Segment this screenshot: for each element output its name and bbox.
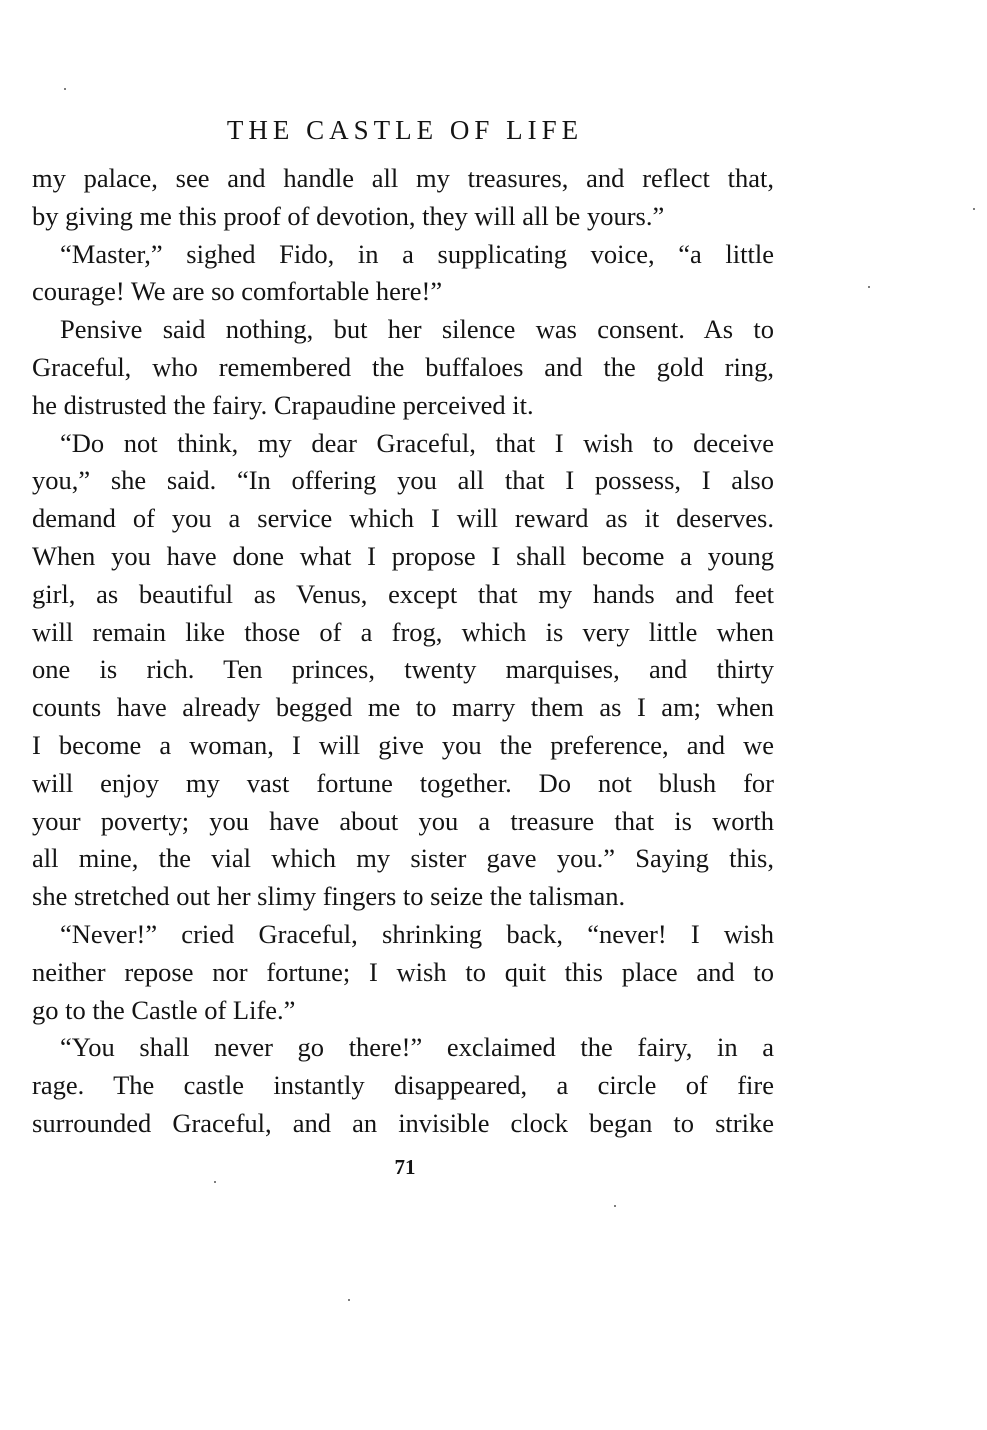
text-line: will remain like those of a frog, which is very little when xyxy=(32,616,774,647)
print-speck xyxy=(64,88,66,90)
text-line: go to the Castle of Life.” xyxy=(32,994,296,1025)
text-line: “Master,” sighed Fido, in a supplicating voice, “a little xyxy=(60,238,774,269)
print-speck xyxy=(973,208,975,210)
text-line: I become a woman, I will give you the preference, and we xyxy=(32,729,774,760)
text-line: courage! We are so comfortable here!” xyxy=(32,276,443,307)
text-line: “You shall never go there!” exclaimed the fairy, in a xyxy=(60,1032,774,1063)
text-line: surrounded Graceful, and an invisible clock began to strike xyxy=(32,1107,774,1138)
running-head: THE CASTLE OF LIFE xyxy=(226,115,584,145)
print-speck xyxy=(868,286,870,288)
text-line: your poverty; you have about you a treasure that is worth xyxy=(32,805,774,836)
text-line: demand of you a service which I will reward as it deserves. xyxy=(32,503,774,534)
text-line: my palace, see and handle all my treasures, and reflect that, xyxy=(32,163,774,193)
text-line: will enjoy my vast fortune together. Do not blush for xyxy=(32,767,774,798)
text-line: When you have done what I propose I shall become a young xyxy=(32,540,774,571)
body-text xyxy=(32,160,774,1143)
text-line: you,” she said. “In offering you all that I possess, I also xyxy=(32,465,774,496)
text-line: “Do not think, my dear Graceful, that I wish to deceive xyxy=(60,427,774,458)
print-speck xyxy=(614,1205,616,1207)
text-line: rage. The castle instantly disappeared, a circle of fire xyxy=(32,1070,774,1101)
text-line: all mine, the vial which my sister gave you.” Saying this, xyxy=(32,843,774,874)
print-speck xyxy=(214,1181,216,1183)
print-speck xyxy=(348,1299,350,1301)
page-number: 71 xyxy=(394,1155,416,1179)
text-line: he distrusted the fairy. Crapaudine perceived it. xyxy=(32,389,534,420)
text-line: girl, as beautiful as Venus, except that my hands and feet xyxy=(32,578,774,609)
text-line: Graceful, who remembered the buffaloes and the gold ring, xyxy=(32,351,774,382)
text-line: counts have already begged me to marry them as I am; when xyxy=(32,692,774,723)
text-line: by giving me this proof of devotion, they will all be yours.” xyxy=(32,200,665,231)
text-line: one is rich. Ten princes, twenty marquises, and thirty xyxy=(32,654,774,685)
text-line: she stretched out her slimy fingers to seize the talisman. xyxy=(32,881,626,912)
text-line: “Never!” cried Graceful, shrinking back, “never! I wish xyxy=(60,918,774,949)
text-line: neither repose nor fortune; I wish to quit this place and to xyxy=(32,956,774,987)
text-line: Pensive said nothing, but her silence was consent. As to xyxy=(60,314,774,345)
